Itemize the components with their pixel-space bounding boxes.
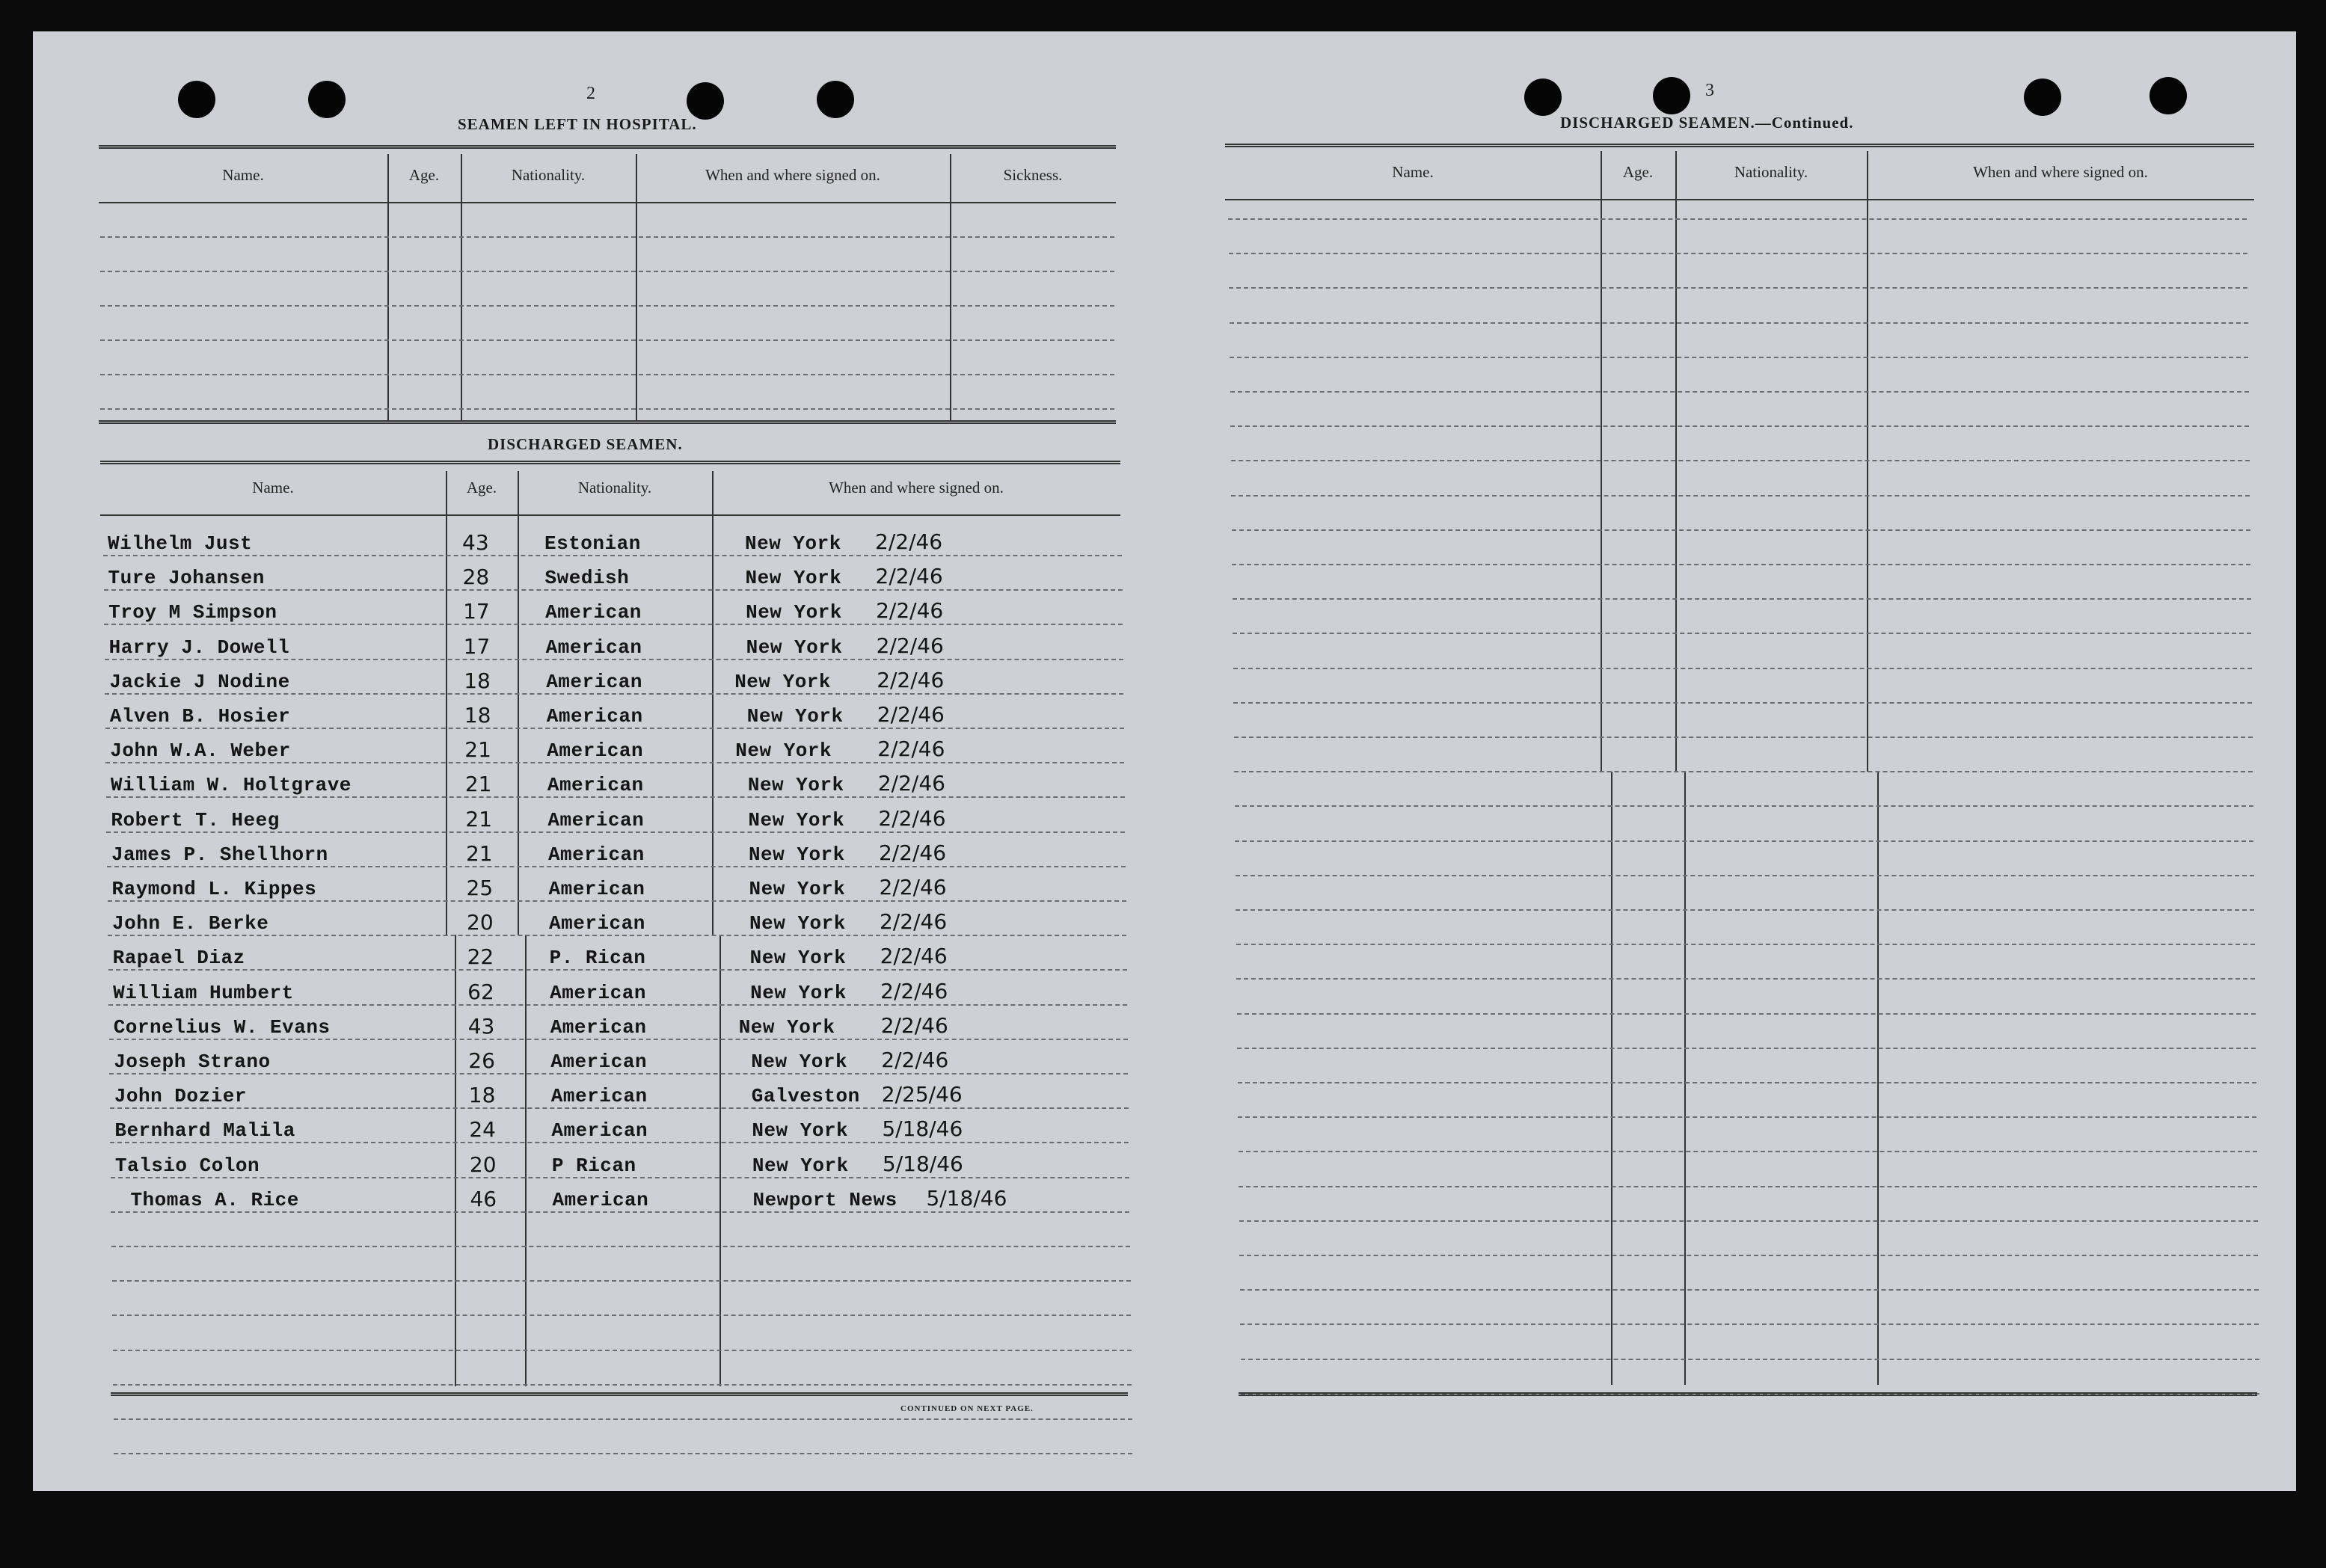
seaman-age: 17 [463, 599, 490, 624]
ruled-line [1236, 978, 2255, 980]
signed-on-date: 2/2/46 [877, 667, 945, 692]
ruled-line [110, 1107, 1129, 1109]
ruled-line [1236, 909, 2254, 911]
discharged-continued-title: DISCHARGED SEAMEN.—Continued. [1560, 114, 1854, 132]
ruled-line [1233, 702, 2252, 704]
seaman-age: 28 [462, 565, 490, 590]
ruled-line [113, 1384, 1132, 1386]
ruled-line [105, 693, 1123, 695]
signed-on-date: 5/18/46 [882, 1116, 963, 1142]
signed-on-place: New York [749, 912, 846, 935]
discharged-top-rule [100, 461, 1120, 464]
seaman-age: 22 [467, 944, 494, 970]
punch-hole [2149, 77, 2187, 114]
ruled-line [107, 866, 1126, 867]
ruled-line [105, 728, 1124, 729]
signed-on-date: 2/2/46 [880, 978, 948, 1003]
signed-on-place: New York [750, 981, 847, 1004]
column-header-signed-on: When and where signed on. [829, 479, 1004, 496]
ruled-line [1231, 460, 2250, 461]
ruled-line [1232, 529, 2250, 531]
ruled-line [108, 900, 1126, 902]
discharged-header-rule [100, 514, 1120, 516]
ruled-line [1240, 1289, 2259, 1291]
column-divider [387, 154, 389, 420]
seaman-name: Bernhard Malila [114, 1119, 295, 1143]
ruled-line [1233, 633, 2251, 634]
column-header-sickness: Sickness. [1003, 166, 1063, 184]
signed-on-date: 2/2/46 [875, 564, 943, 589]
ruled-line [1239, 1220, 2258, 1222]
seaman-nationality: American [547, 808, 645, 831]
discharged-section-title: DISCHARGED SEAMEN. [488, 435, 683, 453]
signed-on-place: New York [749, 947, 847, 970]
ruled-line [1235, 805, 2253, 807]
ruled-line [1231, 495, 2250, 496]
seaman-name: John Dozier [114, 1085, 247, 1108]
seaman-nationality: Swedish [544, 567, 630, 590]
column-divider [1684, 772, 1686, 1385]
ruled-line [100, 339, 1114, 341]
column-header-age: Age. [466, 479, 497, 496]
right-top-rule [1225, 144, 2254, 147]
seaman-age: 21 [464, 772, 492, 797]
column-divider [1877, 772, 1879, 1385]
ruled-line [1236, 944, 2255, 945]
seaman-nationality: Estonian [544, 532, 641, 555]
ruled-line [112, 1315, 1131, 1316]
seaman-age: 20 [467, 910, 494, 935]
column-header-name: Name. [252, 479, 294, 496]
ruled-line [1235, 840, 2253, 842]
seaman-nationality: American [547, 740, 644, 763]
punch-hole [2024, 79, 2061, 116]
signed-on-date: 2/2/46 [875, 529, 943, 554]
ruled-line [1230, 425, 2249, 427]
seaman-age: 46 [470, 1186, 497, 1211]
ruled-line [104, 624, 1123, 625]
ruled-line [1234, 771, 2253, 772]
signed-on-place: New York [746, 636, 843, 659]
column-header-name: Name. [222, 166, 264, 184]
right-header-rule [1225, 199, 2254, 200]
punch-hole [687, 82, 724, 120]
hospital-section-title: SEAMEN LEFT IN HOSPITAL. [458, 115, 697, 133]
ruled-line [111, 1177, 1129, 1178]
ruled-line [104, 589, 1123, 591]
discharged-bottom-rule [111, 1392, 1128, 1396]
seaman-age: 21 [465, 840, 493, 866]
signed-on-date: 2/2/46 [880, 1012, 948, 1038]
signed-on-date: 2/2/46 [879, 875, 947, 900]
seaman-age: 21 [465, 806, 493, 831]
ruled-line [109, 1073, 1128, 1074]
ruled-line [1239, 1255, 2258, 1256]
ruled-line [106, 796, 1125, 798]
seaman-name: Robert T. Heeg [111, 808, 280, 831]
signed-on-place: New York [748, 843, 845, 866]
punch-hole [1524, 79, 1562, 116]
signed-on-place: New York [752, 1119, 849, 1143]
seaman-name: Jackie J Nodine [109, 670, 290, 693]
column-divider [525, 935, 527, 1386]
seaman-age: 43 [462, 530, 489, 555]
punch-hole [178, 81, 215, 118]
seaman-name: Talsio Colon [114, 1154, 260, 1177]
ruled-line [1238, 1116, 2256, 1118]
column-header-age: Age. [408, 166, 440, 184]
signed-on-place: New York [738, 1015, 835, 1039]
seaman-name: Troy M Simpson [108, 601, 277, 624]
signed-on-place: New York [747, 774, 844, 797]
signed-on-date: 5/18/46 [882, 1151, 963, 1176]
ruled-line [1239, 1186, 2257, 1187]
ruled-line [1234, 737, 2253, 738]
seaman-nationality: American [546, 670, 643, 693]
ruled-line [100, 374, 1114, 375]
ruled-line [112, 1280, 1131, 1282]
seaman-name: Rapael Diaz [112, 947, 245, 970]
column-header-nationality: Nationality. [511, 166, 586, 184]
ruled-line [100, 236, 1114, 238]
signed-on-place: New York [748, 808, 845, 831]
document-sheet [33, 31, 2296, 1491]
seaman-age: 26 [468, 1048, 495, 1073]
signed-on-place: New York [751, 1051, 848, 1073]
ruled-line [111, 1211, 1129, 1213]
ruled-line [1237, 1013, 2256, 1015]
seaman-nationality: American [550, 981, 646, 1004]
seaman-name: James P. Shellhorn [111, 843, 328, 866]
punch-hole [308, 81, 346, 118]
punch-hole [817, 81, 854, 118]
hospital-top-rule [99, 145, 1116, 149]
seaman-name: Ture Johansen [108, 567, 265, 590]
seaman-nationality: P Rican [551, 1154, 636, 1177]
seaman-nationality: American [551, 1119, 648, 1143]
seaman-nationality: P. Rican [549, 947, 646, 970]
signed-on-place: New York [735, 740, 832, 763]
signed-on-place: Galveston [751, 1085, 860, 1108]
ruled-line [114, 1453, 1132, 1454]
ruled-line [108, 969, 1127, 971]
column-divider [719, 935, 721, 1386]
column-header-nationality: Nationality. [577, 479, 652, 496]
signed-on-date: 2/2/46 [878, 840, 947, 865]
seaman-nationality: American [550, 1051, 648, 1073]
signed-on-date: 2/2/46 [876, 598, 944, 624]
ruled-line [105, 762, 1124, 763]
signed-on-date: 2/2/46 [880, 909, 948, 935]
seaman-name: Cornelius W. Evans [113, 1015, 331, 1039]
signed-on-place: Newport News [752, 1188, 897, 1211]
ruled-line [105, 659, 1123, 660]
ruled-line [1230, 322, 2248, 324]
ruled-line [1232, 564, 2250, 565]
seaman-nationality: American [548, 878, 645, 900]
ruled-line [100, 408, 1114, 410]
continued-note: CONTINUED ON NEXT PAGE. [900, 1404, 1034, 1413]
signed-on-date: 2/2/46 [877, 737, 945, 762]
signed-on-place: New York [745, 567, 842, 590]
seaman-age: 43 [467, 1013, 495, 1039]
column-header-nationality: Nationality. [1734, 163, 1808, 181]
ruled-line [110, 1142, 1129, 1143]
ruled-line [1233, 598, 2251, 600]
column-divider [1611, 772, 1612, 1385]
seaman-name: John E. Berke [112, 912, 269, 935]
seaman-name: Thomas A. Rice [130, 1188, 299, 1211]
seaman-name: John W.A. Weber [110, 740, 291, 763]
column-header-signed-on: When and where signed on. [705, 166, 880, 184]
seaman-age: 18 [464, 668, 491, 693]
column-divider [455, 935, 456, 1386]
signed-on-place: New York [734, 670, 832, 693]
signed-on-date: 2/2/46 [876, 633, 944, 658]
seaman-name: Wilhelm Just [108, 532, 253, 555]
seaman-nationality: American [547, 843, 645, 866]
ruled-line [100, 271, 1114, 272]
seaman-age: 18 [468, 1083, 496, 1108]
ruled-line [1237, 1048, 2256, 1049]
seaman-nationality: American [545, 636, 642, 659]
column-divider [636, 154, 637, 420]
seaman-nationality: American [545, 601, 642, 624]
ruled-line [113, 1350, 1132, 1351]
seaman-age: 18 [464, 703, 491, 728]
column-header-signed-on: When and where signed on. [1973, 163, 2148, 181]
seaman-age: 24 [469, 1117, 496, 1143]
signed-on-date: 2/2/46 [877, 771, 945, 796]
ruled-line [108, 935, 1126, 936]
signed-on-date: 2/2/46 [878, 805, 946, 831]
seaman-nationality: American [552, 1188, 649, 1211]
seaman-name: Alven B. Hosier [109, 705, 291, 728]
seaman-age: 62 [467, 979, 494, 1004]
ruled-line [1239, 1151, 2257, 1152]
punch-hole [1653, 77, 1690, 114]
seaman-age: 17 [463, 633, 491, 659]
ruled-line [1238, 1082, 2256, 1083]
ruled-line [1230, 357, 2248, 358]
column-divider [461, 154, 462, 420]
ruled-line [108, 1004, 1127, 1006]
seaman-age: 21 [464, 737, 491, 763]
signed-on-date: 5/18/46 [926, 1185, 1007, 1211]
seaman-name: Raymond L. Kippes [111, 878, 317, 900]
signed-on-place: New York [752, 1154, 849, 1177]
signed-on-place: New York [749, 878, 846, 900]
signed-on-date: 2/2/46 [880, 944, 948, 969]
signed-on-place: New York [746, 601, 842, 624]
seaman-name: William W. Holtgrave [110, 774, 352, 797]
ruled-line [109, 1039, 1128, 1040]
signed-on-place: New York [745, 532, 841, 555]
seaman-name: William Humbert [113, 981, 294, 1004]
hospital-bottom-rule [99, 420, 1116, 424]
page-number: 2 [586, 84, 595, 103]
ruled-line [1230, 391, 2249, 393]
signed-on-place: New York [746, 705, 844, 728]
ruled-line [1229, 287, 2247, 289]
ruled-line [103, 555, 1122, 556]
page-number: 3 [1705, 81, 1714, 100]
signed-on-date: 2/2/46 [881, 1048, 949, 1072]
hospital-header-rule [99, 202, 1116, 203]
seaman-nationality: American [547, 774, 644, 797]
ruled-line [1228, 218, 2247, 220]
ruled-line [114, 1418, 1132, 1420]
column-header-name: Name. [1392, 163, 1434, 181]
seaman-nationality: American [550, 1085, 648, 1108]
ruled-line [1240, 1323, 2259, 1325]
ruled-line [1233, 668, 2252, 669]
seaman-nationality: American [550, 1015, 647, 1039]
column-header-age: Age. [1622, 163, 1654, 181]
ruled-line [1236, 875, 2254, 876]
ruled-line [1241, 1359, 2259, 1360]
right-bottom-rule [1239, 1392, 2257, 1396]
column-divider [950, 154, 951, 420]
ruled-line [111, 1246, 1130, 1247]
seaman-nationality: American [546, 705, 643, 728]
ruled-line [106, 831, 1125, 833]
signed-on-date: 2/2/46 [877, 702, 945, 727]
seaman-age: 20 [469, 1152, 497, 1177]
seaman-age: 25 [466, 876, 494, 900]
seaman-name: Harry J. Dowell [108, 636, 290, 659]
seaman-nationality: American [549, 912, 645, 935]
ruled-line [100, 305, 1114, 307]
ruled-line [1229, 253, 2247, 254]
seaman-name: Joseph Strano [114, 1051, 271, 1073]
signed-on-date: 2/25/46 [881, 1082, 963, 1107]
